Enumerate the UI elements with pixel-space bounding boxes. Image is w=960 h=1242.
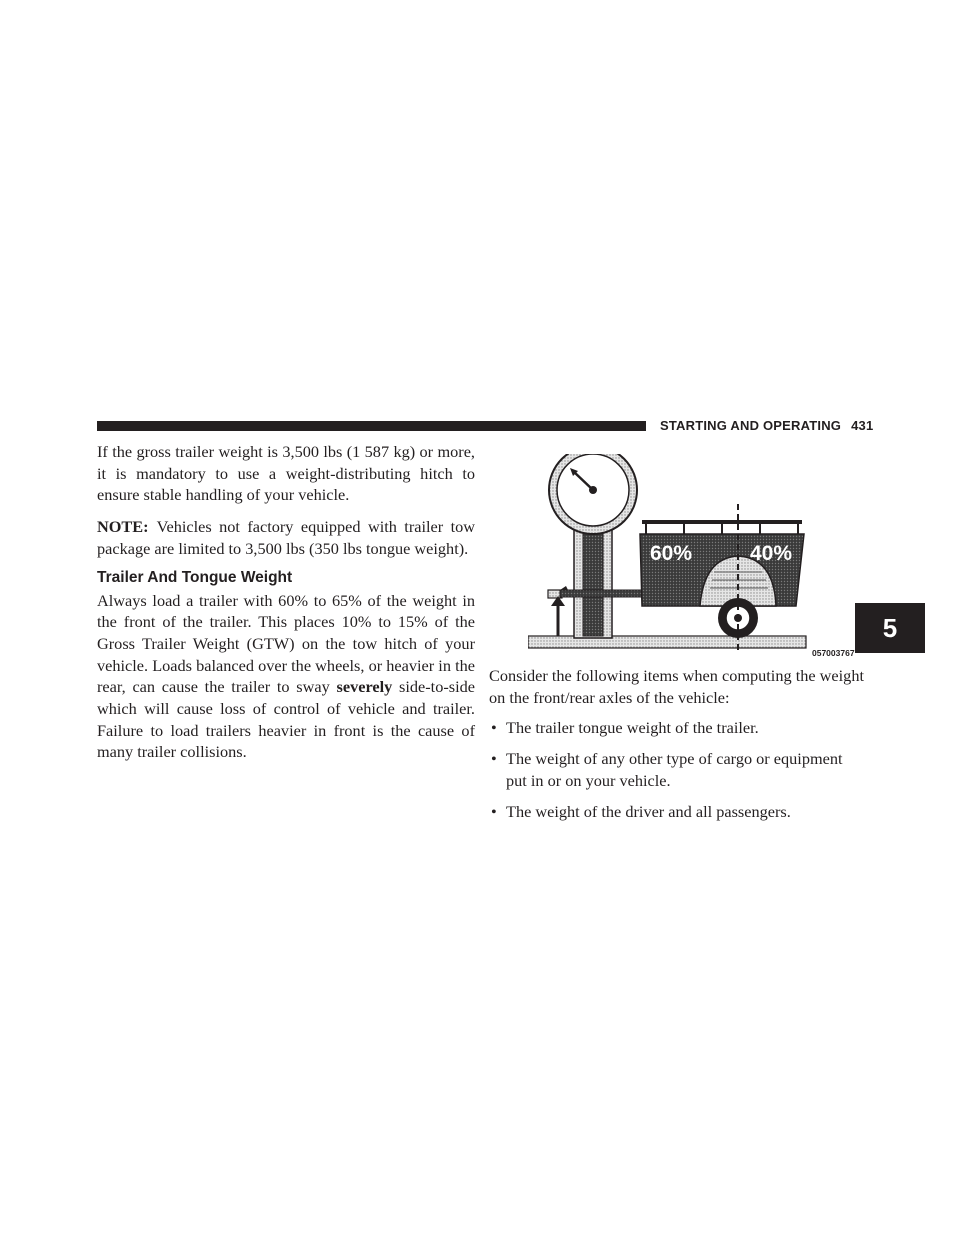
list-item — [489, 717, 864, 739]
header-rule — [97, 421, 646, 431]
list-item-text: The trailer tongue weight of the trailer. — [506, 718, 759, 738]
list-item — [489, 801, 864, 823]
note-label: NOTE: — [97, 517, 149, 537]
bullet-glyph: • — [491, 801, 497, 821]
paragraph-end: side-to-side which will cause loss of control of vehicle and trailer. Failure to load trailers heavier in front is the cause of many trailer collisions. — [97, 677, 475, 762]
list-item — [489, 748, 864, 791]
chapter-tab: 5 — [855, 603, 925, 653]
note-paragraph — [97, 516, 475, 559]
rear-percent-label: 40% — [750, 542, 793, 565]
weight-distributing-paragraph: If the gross trailer weight is 3,500 lbs (1 587 kg) or more, it is mandatory to use a weight-distributing hitch to ensure stable handling of your vehicle. — [97, 442, 475, 505]
page-number: 431 — [851, 418, 874, 433]
running-header — [660, 418, 873, 433]
emphasis-text: severely — [336, 677, 393, 697]
paragraph-start: Always load a trailer with 60% to 65% of the weight in the front of the trailer. This places 10% to 15% of the Gross Trailer Weight (GTW) on the tow hitch of your vehicle. Loads balanced over the wheels, or heavier in the rear, can cause the trailer to sway — [97, 590, 475, 697]
tongue-weight-paragraph — [97, 590, 475, 764]
axle-weight-intro: Consider the following items when computing the weight on the front/rear axles of the vehicle: — [489, 666, 864, 707]
front-percent-label: 60% — [650, 542, 693, 565]
section-title: STARTING AND OPERATING — [660, 418, 842, 433]
bullet-glyph: • — [491, 718, 497, 738]
trailer-tongue — [560, 590, 646, 597]
section-subheading: Trailer And Tongue Weight — [97, 568, 293, 586]
scale-column-inner — [583, 532, 603, 636]
ground-strip — [528, 636, 806, 648]
note-text: Vehicles not factory equipped with trailer tow package are limited to 3,500 lbs (350 lbs tongue weight). — [97, 517, 475, 558]
list-item-text: The weight of any other type of cargo or equipment put in or on your vehicle. — [506, 749, 843, 790]
bullet-glyph: • — [491, 749, 497, 769]
list-item-text: The weight of the driver and all passengers. — [506, 801, 791, 821]
left-column — [97, 441, 475, 763]
right-column — [489, 665, 864, 822]
trailer-scale-diagram — [528, 454, 864, 660]
gauge-pivot — [589, 486, 597, 494]
trailer-weight-illustration — [528, 454, 864, 660]
axle-weight-list — [489, 717, 864, 822]
hitch-latch — [560, 586, 568, 590]
figure-code: 057003767 — [812, 648, 855, 658]
